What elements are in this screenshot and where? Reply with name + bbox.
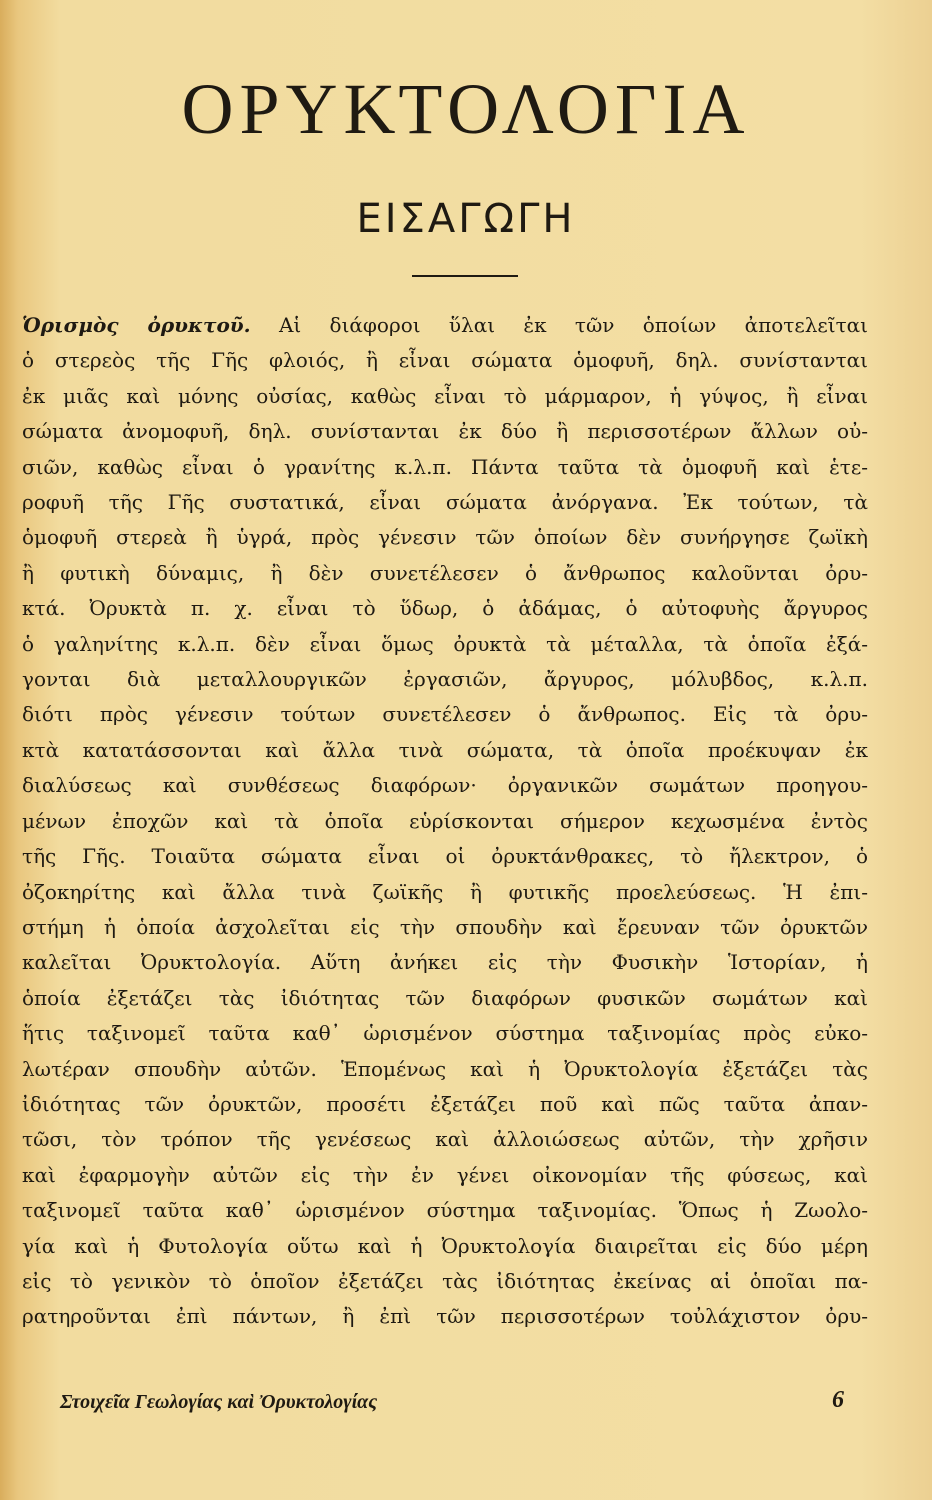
text-line: ταξινομεῖ ταῦτα καθ᾽ ὡρισμένον σύστημα ταξινομίας. Ὅπως ἡ Ζωολο- [22, 1198, 868, 1223]
text-line: μένων ἐποχῶν καὶ τὰ ὁποῖα εὑρίσκονται σήμερον κεχωσμένα ἐντὸς [22, 808, 868, 833]
text-line: ὁποία ἐξετάζει τὰς ἰδιότητας τῶν διαφόρων φυσικῶν σωμάτων καὶ [22, 985, 868, 1010]
definition-lead: Ὁρισμὸς ὀρυκτοῦ. [22, 313, 251, 337]
text-line: κτά. Ὀρυκτὰ π. χ. εἶναι τὸ ὕδωρ, ὁ ἀδάμας, ὁ αὐτοφυὴς ἄργυρος [22, 596, 868, 621]
title-divider [412, 275, 518, 277]
text-line: ἢ φυτικὴ δύναμις, ἢ δὲν συνετέλεσεν ὁ ἄνθρωπος καλοῦνται ὀρυ- [22, 560, 868, 585]
text-line: ἰδιότητας τῶν ὀρυκτῶν, προσέτι ἐξετάζει ποῦ καὶ πῶς ταῦτα ἀπαν- [22, 1091, 868, 1116]
text-line: καὶ ἐφαρμογὴν αὐτῶν εἰς τὴν ἐν γένει οἰκονομίαν τῆς φύσεως, καὶ [22, 1162, 868, 1187]
text-line: τῆς Γῆς. Τοιαῦτα σώματα εἶναι οἱ ὀρυκτάνθρακες, τὸ ἤλεκτρον, ὁ [22, 844, 868, 869]
text-line: κτὰ κατατάσσονται καὶ ἄλλα τινὰ σώματα, τὰ ὁποῖα προέκυψαν ἐκ [22, 737, 868, 762]
text-line: διότι πρὸς γένεσιν τούτων συνετέλεσεν ὁ ἄνθρωπος. Εἰς τὰ ὀρυ- [22, 702, 868, 727]
text-line: γονται διὰ μεταλλουργικῶν ἐργασιῶν, ἄργυρος, μόλυβδος, κ.λ.π. [22, 667, 868, 692]
text-line: ἐκ μιᾶς καὶ μόνης οὐσίας, καθὼς εἶναι τὸ μάρμαρον, ἡ γύψος, ἢ εἶναι [22, 383, 868, 408]
text-line: εἰς τὸ γενικὸν τὸ ὁποῖον ἐξετάζει τὰς ἰδιότητας ἐκείνας αἱ ὁποῖαι πα- [22, 1268, 868, 1293]
section-heading: ΕΙΣΑΓΩΓΗ [356, 196, 576, 242]
text-line: στήμη ἡ ὁποία ἀσχολεῖται εἰς τὴν σπουδὴν καὶ ἔρευναν τῶν ὀρυκτῶν [22, 914, 868, 939]
text-line: σώματα ἀνομοφυῆ, δηλ. συνίστανται ἐκ δύο ἢ περισσοτέρων ἄλλων οὐ- [22, 419, 868, 444]
page-number: 6 [832, 1387, 844, 1413]
text-line: ὁ στερεὸς τῆς Γῆς φλοιός, ἢ εἶναι σώματα ὁμοφυῆ, δηλ. συνίστανται [22, 348, 868, 373]
text-line: Ὁρισμὸς ὀρυκτοῦ. Αἱ διάφοροι ὕλαι ἐκ τῶν ὁποίων ἀποτελεῖται [22, 313, 868, 337]
text-line: ὁ γαληνίτης κ.λ.π. δὲν εἶναι ὅμως ὀρυκτὰ τὰ μέταλλα, τὰ ὁποῖα ἐξά- [22, 631, 868, 656]
text-line: ρατηροῦνται ἐπὶ πάντων, ἢ ἐπὶ τῶν περισσοτέρων τοὐλάχιστον ὀρυ- [22, 1304, 868, 1329]
text-line: σιῶν, καθὼς εἶναι ὁ γρανίτης κ.λ.π. Πάντα ταῦτα τὰ ὁμοφυῆ καὶ ἑτε- [22, 454, 868, 479]
text-line: ροφυῆ τῆς Γῆς συστατικά, εἶναι σώματα ἀνόργανα. Ἐκ τούτων, τὰ [22, 490, 868, 515]
text-line: καλεῖται Ὀρυκτολογία. Αὕτη ἀνήκει εἰς τὴν Φυσικὴν Ἱστορίαν, ἡ [22, 950, 868, 975]
text-line: γία καὶ ἡ Φυτολογία οὕτω καὶ ἡ Ὀρυκτολογία διαιρεῖται εἰς δύο μέρη [22, 1233, 868, 1258]
text-line: ὀζοκηρίτης καὶ ἄλλα τινὰ ζωϊκῆς ἢ φυτικῆς προελεύσεως. Ἡ ἐπι- [22, 879, 868, 904]
text-line: διαλύσεως καὶ συνθέσεως διαφόρων· ὀργανικῶν σωμάτων προηγου- [22, 773, 868, 798]
page-title: ΟΡΥΚΤΟΛΟΓΙΑ [181, 69, 751, 149]
text-line: τῶσι, τὸν τρόπον τῆς γενέσεως καὶ ἀλλοιώσεως αὐτῶν, τὴν χρῆσιν [22, 1127, 868, 1152]
body-text [22, 308, 868, 1335]
text-line: ὁμοφυῆ στερεὰ ἢ ὑγρά, πρὸς γένεσιν τῶν ὁποίων δὲν συνήργησε ζωϊκὴ [22, 525, 868, 550]
book-title: Στοιχεῖα Γεωλογίας καὶ Ὀρυκτολογίας [60, 1391, 378, 1413]
text-line: ἥτις ταξινομεῖ ταῦτα καθ᾽ ὡρισμένον σύστημα ταξινομίας πρὸς εὐκο- [22, 1021, 868, 1046]
text-line: λωτέραν σπουδὴν αὐτῶν. Ἑπομένως καὶ ἡ Ὀρυκτολογία ἐξετάζει τὰς [22, 1056, 868, 1081]
